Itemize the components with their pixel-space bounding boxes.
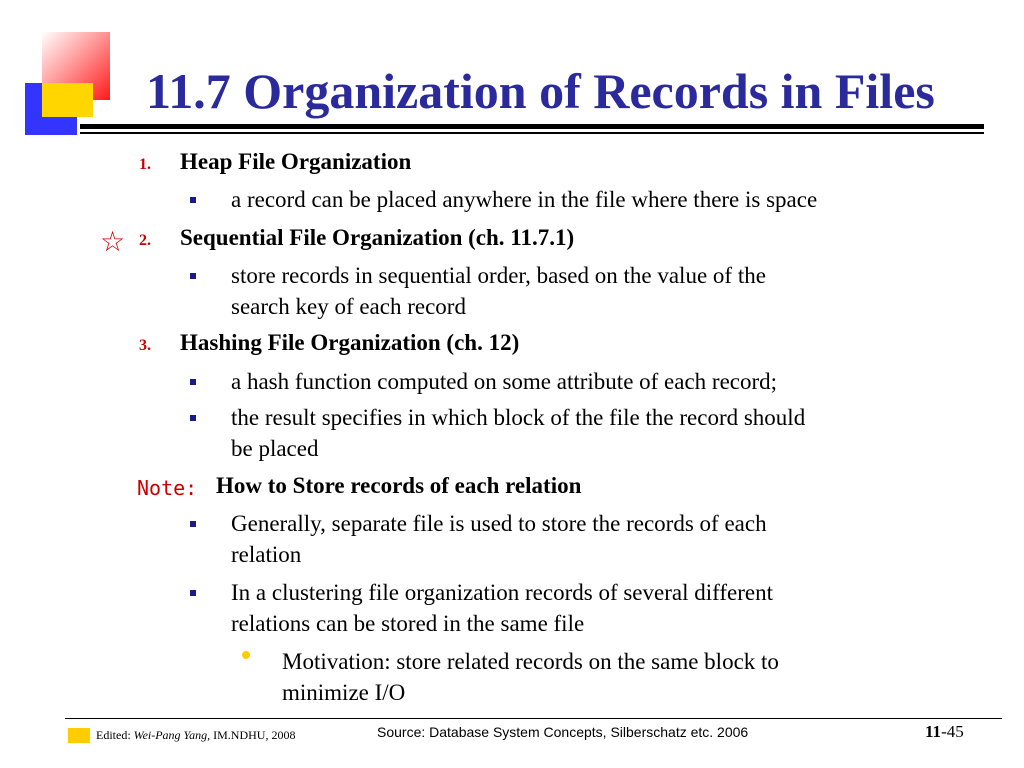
footer-edited <box>96 727 295 743</box>
page-number <box>925 722 964 742</box>
bullet-text: relations can be stored in the same file <box>231 611 585 636</box>
bullet-text: a hash function computed on some attribute of each record; <box>231 369 778 394</box>
star-icon: ☆ <box>100 225 126 258</box>
note-heading: How to Store records of each relation <box>216 473 582 498</box>
square-bullet <box>190 415 196 421</box>
bullet-text: store records in sequential order, based on the value of the <box>231 263 766 288</box>
sub-bullet-text: minimize I/O <box>282 680 406 705</box>
bullet-text: a record can be placed anywhere in the file where there is space <box>231 187 818 212</box>
square-bullet <box>190 273 196 279</box>
logo-yellow-square <box>42 83 93 117</box>
slide-number: -45 <box>941 722 964 741</box>
chapter-number: 11 <box>925 722 942 741</box>
title-underline-thick <box>80 124 984 129</box>
item-number: 3. <box>139 337 151 354</box>
bullet-text: relation <box>231 542 302 567</box>
bullet-text: be placed <box>231 436 319 461</box>
item-heading: Hashing File Organization (ch. 12) <box>180 330 520 355</box>
item-number: 1. <box>139 156 151 173</box>
bullet-text: search key of each record <box>231 294 466 319</box>
bullet-text: the result specifies in which block of the file the record should <box>231 405 806 430</box>
edited-prefix: Edited: <box>96 728 134 742</box>
title-underline-thin <box>80 132 984 134</box>
editor-org: IM.NDHU, 2008 <box>210 728 296 742</box>
footer-divider <box>65 718 1002 719</box>
sub-bullet-text: Motivation: store related records on the same block to <box>282 649 779 674</box>
slide-title: 11.7 Organization of Records in Files <box>146 63 935 119</box>
editor-name: Wei-Pang Yang, <box>133 728 211 742</box>
square-bullet <box>190 197 196 203</box>
item-number: 2. <box>139 232 151 249</box>
square-bullet <box>190 379 196 385</box>
bullet-text: In a clustering file organization records of several different <box>231 580 773 605</box>
round-bullet <box>242 651 250 659</box>
item-heading: Heap File Organization <box>180 149 412 174</box>
note-label: Note: <box>137 476 198 500</box>
bullet-text: Generally, separate file is used to store the records of each <box>231 511 767 536</box>
item-heading: Sequential File Organization (ch. 11.7.1) <box>180 225 575 250</box>
square-bullet <box>190 521 196 527</box>
square-bullet <box>190 590 196 596</box>
footer-yellow-square <box>68 728 90 743</box>
footer-source: Source: Database System Concepts, Silberschatz etc. 2006 <box>377 724 749 740</box>
